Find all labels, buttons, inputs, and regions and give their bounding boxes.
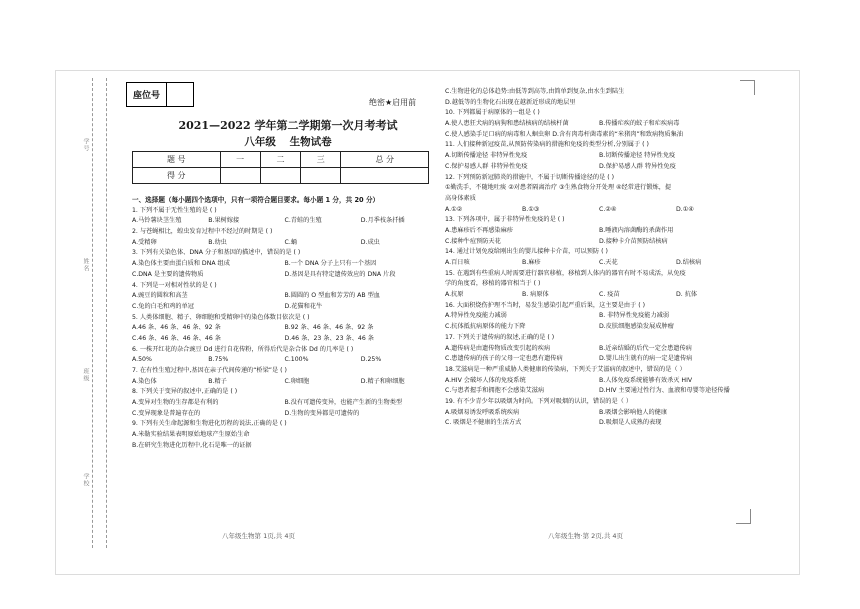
answer-option: A.百日咳 bbox=[445, 259, 470, 266]
question-line bbox=[445, 354, 753, 365]
answer-option: A.患麻疹后不再感染麻疹 bbox=[445, 226, 513, 234]
answer-option: C.100% bbox=[284, 356, 309, 364]
question-line bbox=[445, 344, 753, 355]
question-line: 1. 下列不属于无性生殖的是 ( ) bbox=[132, 206, 217, 214]
question-line bbox=[132, 334, 437, 345]
question-line bbox=[132, 398, 437, 409]
question-line: 6. 一株开红花的杂合豌豆 Dd 进行自花传粉，所得后代是杂合体 Dd 的几率是 ( ) bbox=[132, 345, 354, 353]
score-cell[interactable] bbox=[341, 168, 429, 184]
answer-option: C.蛹 bbox=[284, 238, 297, 246]
exam-title: 2021—2022 学年第二学期第一次月考考试 bbox=[178, 119, 398, 132]
binding-line-outer bbox=[92, 78, 93, 548]
answer-option: A.①② bbox=[445, 205, 463, 213]
answer-option: C. 吸烟是不健康的生活方式 bbox=[445, 419, 522, 427]
answer-option: A.遗传病是由遗传物质改变引起的疾病 bbox=[445, 344, 551, 352]
score-header-cell: 二 bbox=[260, 152, 300, 168]
question-line: ①勤洗手，不随地吐痰 ②对患者隔离治疗 ③生熟食物分开处理 ④经常进行锻炼，提 bbox=[445, 184, 672, 192]
answer-option: A.50% bbox=[132, 356, 152, 364]
page-footer-left: 八年级生物第 1页,共 4页 bbox=[222, 532, 295, 540]
answer-option: D.生物的变异都是可遗传的 bbox=[284, 409, 360, 417]
answer-option: D. 抗体 bbox=[676, 291, 698, 299]
score-cell[interactable] bbox=[260, 168, 300, 184]
score-cell[interactable] bbox=[220, 168, 260, 184]
answer-option: D.HIV 主要通过性行为、血液和母婴等途径传播 bbox=[599, 387, 730, 395]
answer-option: B.麻疹 bbox=[522, 259, 541, 266]
seat-number-field[interactable] bbox=[167, 83, 193, 106]
answer-option: C.卵细胞 bbox=[284, 377, 310, 385]
left-question-column bbox=[132, 195, 437, 452]
question-line: 12. 下列预防新冠肺炎的措施中，不属于切断传播途径的是 ( ) bbox=[445, 173, 615, 181]
answer-option: B. 病原体 bbox=[522, 291, 549, 299]
question-line bbox=[445, 311, 753, 322]
answer-option: D.花猫和花牛 bbox=[284, 302, 323, 310]
answer-option: C.青蛙的生殖 bbox=[284, 217, 322, 225]
question-line bbox=[445, 322, 753, 333]
question-line: 2. 与苍蝇相比，蝗虫发育过程中不经过的时期是 ( ) bbox=[132, 228, 273, 236]
seat-number-label: 座位号 bbox=[127, 83, 167, 106]
question-line bbox=[132, 216, 437, 227]
score-header-cell: 一 bbox=[220, 152, 260, 168]
question-line bbox=[445, 376, 753, 387]
answer-option: A.马铃薯块茎生殖 bbox=[132, 217, 182, 225]
question-line: 9. 下列有关生命起源和生物进化历程的说法,正确的是 ( ) bbox=[132, 420, 287, 428]
score-header-cell: 题 号 bbox=[133, 152, 221, 168]
answer-option: B.圆圆的 O 型血和芳芳的 AB 型血 bbox=[284, 292, 380, 300]
question-line bbox=[445, 290, 753, 301]
question-line: 学的角度看，移植的器官相当于 ( ) bbox=[445, 280, 541, 288]
answer-option: C.抗体抵抗病原体的能力下降 bbox=[445, 323, 526, 331]
question-line: 19. 有不少青少年以吸烟为时尚。下列对吸烟的认识，错误的是（ ） bbox=[445, 397, 633, 405]
question-line bbox=[132, 270, 437, 281]
answer-option: A.特异性免疫能力减弱 bbox=[445, 312, 507, 320]
answer-option: A.HIV 会破坏人体的免疫系统 bbox=[445, 376, 526, 384]
answer-option: C.天花 bbox=[599, 259, 618, 266]
score-header-cell: 三 bbox=[301, 152, 341, 168]
question-line: 11. 人们接种新冠疫苗,从预防传染病的措施和免疫的类型分析,分别属于 ( ) bbox=[445, 141, 649, 149]
answer-option: C.变异现象是普遍存在的 bbox=[132, 409, 201, 417]
question-line: D.越低等的生物化石出现在越新近形成的地层里 bbox=[445, 98, 576, 106]
question-line: 16. 大面积烧伤护理不当时，易发生感染引起严重后果，这主要是由于 ( ) bbox=[445, 301, 646, 309]
answer-option: A.染色体主要由蛋白质和 DNA 组成 bbox=[132, 260, 230, 268]
answer-option: A.变异对生物的生存都是有利的 bbox=[132, 399, 219, 407]
answer-option: C.与患者握手和拥抱不会感染艾滋病 bbox=[445, 387, 545, 395]
answer-option: A.豌豆的圆粒和高茎 bbox=[132, 292, 188, 300]
score-header-cell: 总 分 bbox=[341, 152, 429, 168]
question-line bbox=[445, 119, 753, 130]
exam-subtitle: 八年级 生物试卷 bbox=[244, 136, 332, 148]
answer-option: B.没有可遗传变异，也能产生新的生物类型 bbox=[284, 399, 403, 407]
answer-option: B.一个 DNA 分子上只有一个基因 bbox=[284, 260, 377, 268]
question-line bbox=[132, 355, 437, 366]
question-line bbox=[132, 259, 437, 270]
binding-label-name: 姓名 bbox=[82, 258, 89, 272]
question-line bbox=[132, 377, 437, 388]
answer-option: A.抗原 bbox=[445, 291, 464, 299]
question-line bbox=[445, 151, 753, 162]
question-line bbox=[445, 386, 753, 397]
binding-label-class: 班级 bbox=[82, 368, 89, 382]
answer-option: D.46 条、23 条、23 条、46 条 bbox=[284, 334, 374, 342]
answer-option: B.唾液内溶菌酶的杀菌作用 bbox=[599, 226, 674, 234]
score-row-label: 得 分 bbox=[133, 168, 221, 184]
answer-option: B.75% bbox=[208, 356, 229, 364]
question-line bbox=[445, 237, 753, 248]
answer-option: D.成虫 bbox=[360, 238, 380, 246]
question-line: 8. 下列关于变异的叙述中,正确的是 ( ) bbox=[132, 388, 238, 396]
question-line: 18.艾滋病是一种严重威胁人类健康的传染病，下列关于艾滋病的叙述中，错误的是（ ） bbox=[445, 365, 686, 373]
score-table bbox=[132, 151, 429, 184]
answer-option: D.精子和卵细胞 bbox=[360, 377, 405, 385]
answer-option: A.切断传播途径 非特异性免疫 bbox=[445, 152, 528, 160]
question-line bbox=[132, 238, 437, 249]
question-line bbox=[445, 205, 753, 216]
answer-option: B.吸烟会影响他人的健康 bbox=[599, 408, 668, 416]
question-line: C.生物进化的总体趋势:由低等到高等,由简单到复杂,由水生到陆生 bbox=[445, 88, 625, 95]
question-line: 高身体素质 bbox=[445, 194, 476, 202]
confidential-mark: 绝密★启用前 bbox=[369, 98, 417, 107]
answer-option: B.传播疟疾的蚊子和疟疾病毒 bbox=[599, 120, 680, 128]
answer-option: A.受精卵 bbox=[132, 238, 157, 246]
answer-option: A.吸烟易诱发呼吸系统疾病 bbox=[445, 408, 520, 416]
right-question-column bbox=[445, 87, 753, 429]
answer-option: A.使人患狂犬病的病狗和患结核病的结核杆菌 bbox=[445, 120, 569, 128]
binding-strip bbox=[78, 78, 114, 548]
section-heading: 一、选择题（每小题四个选项中，只有一项符合题目要求。每小题 1 分，共 20 分） bbox=[132, 196, 380, 204]
binding-label-school: 学校 bbox=[82, 473, 89, 487]
answer-option: C.46 条、46 条、46 条、46 条 bbox=[132, 334, 221, 342]
answer-option: C.保护易感人群 非特异性免疫 bbox=[445, 162, 528, 170]
answer-option: C.患遗传病的孩子的父母一定也患有遗传病 bbox=[445, 355, 563, 363]
binding-line-inner bbox=[106, 78, 107, 548]
binding-label-number: 学号 bbox=[82, 138, 89, 152]
question-line: 17. 下列关于遗传病的叙述,正确的是 ( ) bbox=[445, 333, 555, 341]
question-line: B.在研究生物进化历程中,化石是唯一的证据 bbox=[132, 441, 252, 449]
answer-option: D.①④ bbox=[676, 205, 694, 213]
question-line bbox=[132, 291, 437, 302]
answer-option: B.①③ bbox=[522, 205, 540, 213]
answer-option: C.兔的白毛和鸡的单冠 bbox=[132, 302, 194, 310]
question-line: 13. 下列各项中，属于非特异性免疫的是 ( ) bbox=[445, 216, 565, 224]
answer-option: B.近亲结婚的后代一定会患遗传病 bbox=[599, 344, 692, 352]
page-footer-right: 八年级生物·第 2页,共 4页 bbox=[548, 532, 624, 540]
answer-option: C.DNA 是主要的遗传物质 bbox=[132, 270, 204, 278]
answer-option: B.切断传播途径 特异性免疫 bbox=[599, 152, 676, 160]
question-line: 7. 在有性生殖过程中,基因在亲子代间传递的“桥梁”是 ( ) bbox=[132, 367, 287, 374]
question-line: A.米勒实验结果表明原始地球产生原始生命 bbox=[132, 431, 250, 439]
answer-option: D.25% bbox=[360, 356, 382, 364]
question-line bbox=[445, 408, 753, 419]
answer-option: D.结核病 bbox=[676, 259, 702, 266]
answer-option: B.果树嫁接 bbox=[208, 217, 240, 225]
question-line bbox=[132, 409, 437, 420]
seat-number-box bbox=[126, 82, 194, 107]
answer-option: A.46 条、46 条、46 条、92 条 bbox=[132, 324, 221, 332]
answer-option: B.92 条、46 条、46 条、92 条 bbox=[284, 324, 374, 332]
answer-option: D.月季枝条扦插 bbox=[360, 217, 405, 225]
question-line: 4. 下列是一对相对性状的是 ( ) bbox=[132, 281, 217, 289]
answer-option: B.人体免疫系统能够有效杀灭 HIV bbox=[599, 376, 693, 384]
question-line bbox=[445, 162, 753, 173]
answer-option: A.染色体 bbox=[132, 377, 157, 385]
question-line: 10. 下列都属于病原体的一组是 ( ) bbox=[445, 109, 540, 117]
question-line bbox=[445, 258, 753, 269]
question-line: 3. 下列有关染色体、DNA 分子和基因的描述中，错误的是 ( ) bbox=[132, 249, 301, 257]
question-line bbox=[132, 323, 437, 334]
answer-option: B.精子 bbox=[208, 377, 227, 385]
answer-option: D.接种卡介苗预防结核病 bbox=[599, 237, 668, 245]
score-cell[interactable] bbox=[301, 168, 341, 184]
score-table-row bbox=[133, 168, 429, 184]
question-line: 14. 通过计划免疫给刚出生的婴儿接种卡介苗，可以预防 ( ) bbox=[445, 248, 608, 256]
answer-option: C. 疫苗 bbox=[599, 291, 620, 299]
answer-option: B.幼虫 bbox=[208, 238, 227, 246]
answer-option: D.皮肤细胞感染发展成肿瘤 bbox=[599, 323, 674, 331]
question-line bbox=[445, 226, 753, 237]
answer-option: D.基因是具有特定遗传效应的 DNA 片段 bbox=[284, 270, 396, 278]
answer-option: C.②④ bbox=[599, 205, 617, 213]
question-line: 15. 在遇到有些重病人时需要进行器官移植，移植到人体内的器官有时不易成活，从免疫 bbox=[445, 269, 686, 277]
answer-option: D.吸烟是人成熟的表现 bbox=[599, 419, 662, 427]
question-line bbox=[132, 302, 437, 313]
question-line: C.使人感染手足口病的病毒和人蛔虫卵 D.含有肉毒杆菌毒素的“米猪肉”和致病物质集油 bbox=[445, 130, 683, 138]
question-line bbox=[445, 418, 753, 429]
answer-option: C.接种牛痘预防天花 bbox=[445, 237, 501, 245]
answer-option: D.婴儿出生就有的病一定是遗传病 bbox=[599, 355, 693, 363]
answer-option: B. 非特异性免疫能力减弱 bbox=[599, 312, 670, 320]
score-table-header bbox=[133, 152, 429, 168]
question-line: 5. 人类体细胞、精子、卵细胞和受精卵中的染色体数目依次是 ( ) bbox=[132, 313, 310, 321]
answer-option: D.保护易感人群 特异性免疫 bbox=[599, 162, 676, 170]
crop-mark-bottom-right bbox=[736, 509, 751, 524]
